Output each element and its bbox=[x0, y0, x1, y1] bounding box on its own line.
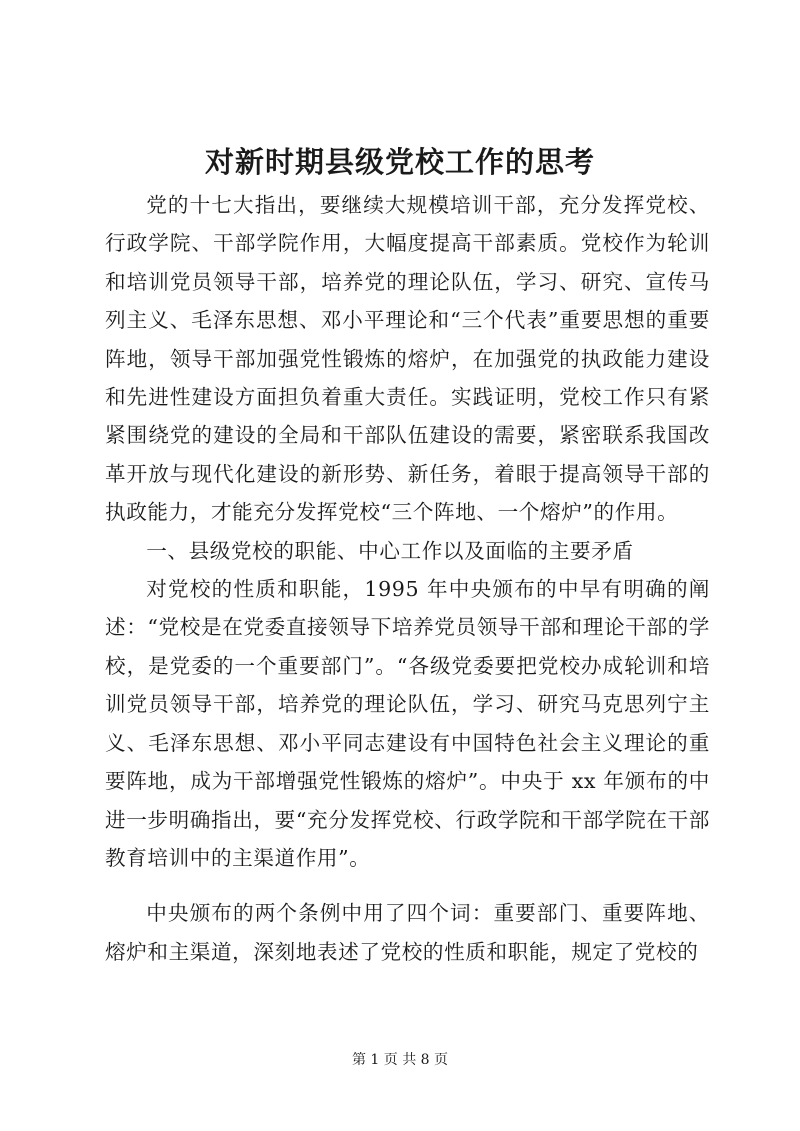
document-title: 对新时期县级党校工作的思考 bbox=[204, 145, 595, 179]
document-body bbox=[105, 186, 710, 971]
paragraph-four-terms: 中央颁布的两个条例中用了四个词：重要部门、重要阵地、熔炉和主渠道，深刻地表述了党校的性质和职能，规定了党校的 bbox=[105, 901, 710, 964]
paragraph-intro: 党的十七大指出，要继续大规模培训干部，充分发挥党校、行政学院、干部学院作用，大幅度提高干部素质。党校作为轮训和培训党员领导干部，培养党的理论队伍，学习、研究、宣传马列主义、毛泽东思想、邓小平理论和“三个代表”重要思想的重要阵地，领导干部加强党性锻炼的熔炉，在加强党的执政能力建设和先进性建设方面担负着重大责任。实践证明，党校工作只有紧紧围绕党的建设的全局和干部队伍建设的需要，紧密联系我国改革开放与现代化建设的新形势、新任务，着眼于提高领导干部的执政能力，才能充分发挥党校“三个阵地、一个熔炉”的作用。 bbox=[105, 193, 710, 525]
paragraph-nature-functions: 对党校的性质和职能，1995 年中央颁布的中早有明确的阐述：“党校是在党委直接领导下培养党员领导干部和理论干部的学校，是党委的一个重要部门”。“各级党委要把党校办成轮训和培训党员领导干部，培养党的理论队伍，学习、研究马克思列宁主义、毛泽东思想、邓小平同志建设有中国特色社会主义理论的重要阵地，成为干部增强党性锻炼的熔炉”。中央于 xx 年颁布的中进一步明确指出，要“充分发挥党校、行政学院和干部学院在干部教育培训中的主渠道作用”。 bbox=[105, 577, 710, 870]
page-number-footer: 第 1 页 共 8 页 bbox=[351, 1052, 449, 1068]
section-heading: 一、县级党校的职能、中心工作以及面临的主要矛盾 bbox=[146, 538, 634, 563]
